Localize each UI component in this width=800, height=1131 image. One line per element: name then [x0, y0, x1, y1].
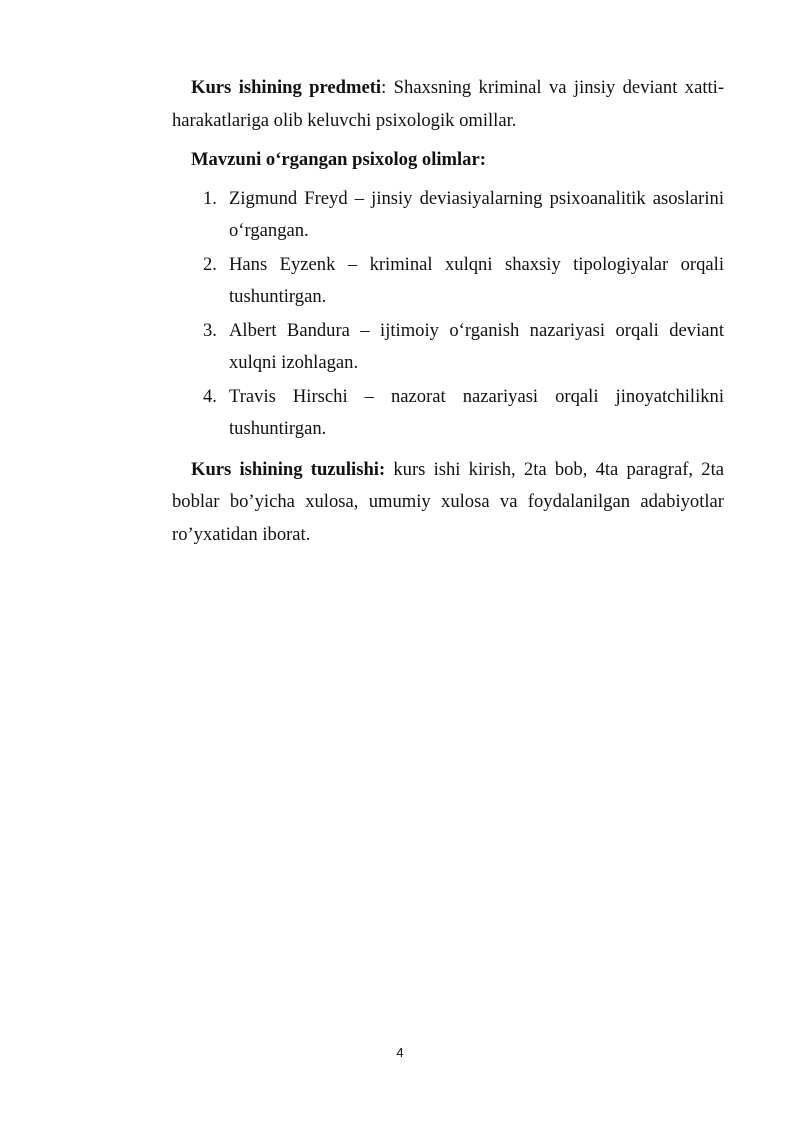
- list-item-text: Hans Eyzenk – kriminal xulqni shaxsiy tipologiyalar orqali tushuntirgan.: [229, 253, 724, 307]
- scientists-list: [172, 183, 724, 446]
- list-item-number: 2.: [203, 253, 217, 275]
- list-item-text: Zigmund Freyd – jinsiy deviasiyalarning psixoanalitik asoslarini o‘rgangan.: [229, 187, 724, 241]
- list-item: [172, 315, 724, 380]
- subject-text: Shaxsning kriminal va jinsiy deviant xatti-harakatlariga olib keluvchi psixologik omillar.: [172, 77, 725, 131]
- list-item-text: Travis Hirschi – nazorat nazariyasi orqali jinoyatchilikni tushuntirgan.: [229, 385, 724, 439]
- list-item: [172, 249, 724, 314]
- subject-paragraph: [172, 72, 724, 137]
- scientists-heading: Mavzuni o‘rgangan psixolog olimlar:: [191, 149, 486, 170]
- structure-label: Kurs ishining tuzulishi:: [191, 458, 386, 480]
- list-item: [172, 183, 724, 248]
- list-item-number: 4.: [203, 385, 217, 407]
- structure-paragraph: [172, 454, 724, 552]
- list-item-number: 1.: [203, 187, 217, 209]
- subject-separator: :: [381, 77, 387, 98]
- subject-label: Kurs ishining predmeti: [191, 77, 382, 98]
- page-number: 4: [396, 1045, 404, 1060]
- list-item: [172, 381, 724, 446]
- list-item-number: 3.: [203, 319, 217, 341]
- structure-text: kurs ishi kirish, 2ta bob, 4ta paragraf, 2ta boblar bo’yicha xulosa, umumiy xulosa va foydalanilgan adabiyotlar ro’yxatidan iborat.: [172, 458, 724, 545]
- page-content: [172, 72, 724, 551]
- list-item-text: Albert Bandura – ijtimoiy o‘rganish nazariyasi orqali deviant xulqni izohlagan.: [229, 319, 724, 373]
